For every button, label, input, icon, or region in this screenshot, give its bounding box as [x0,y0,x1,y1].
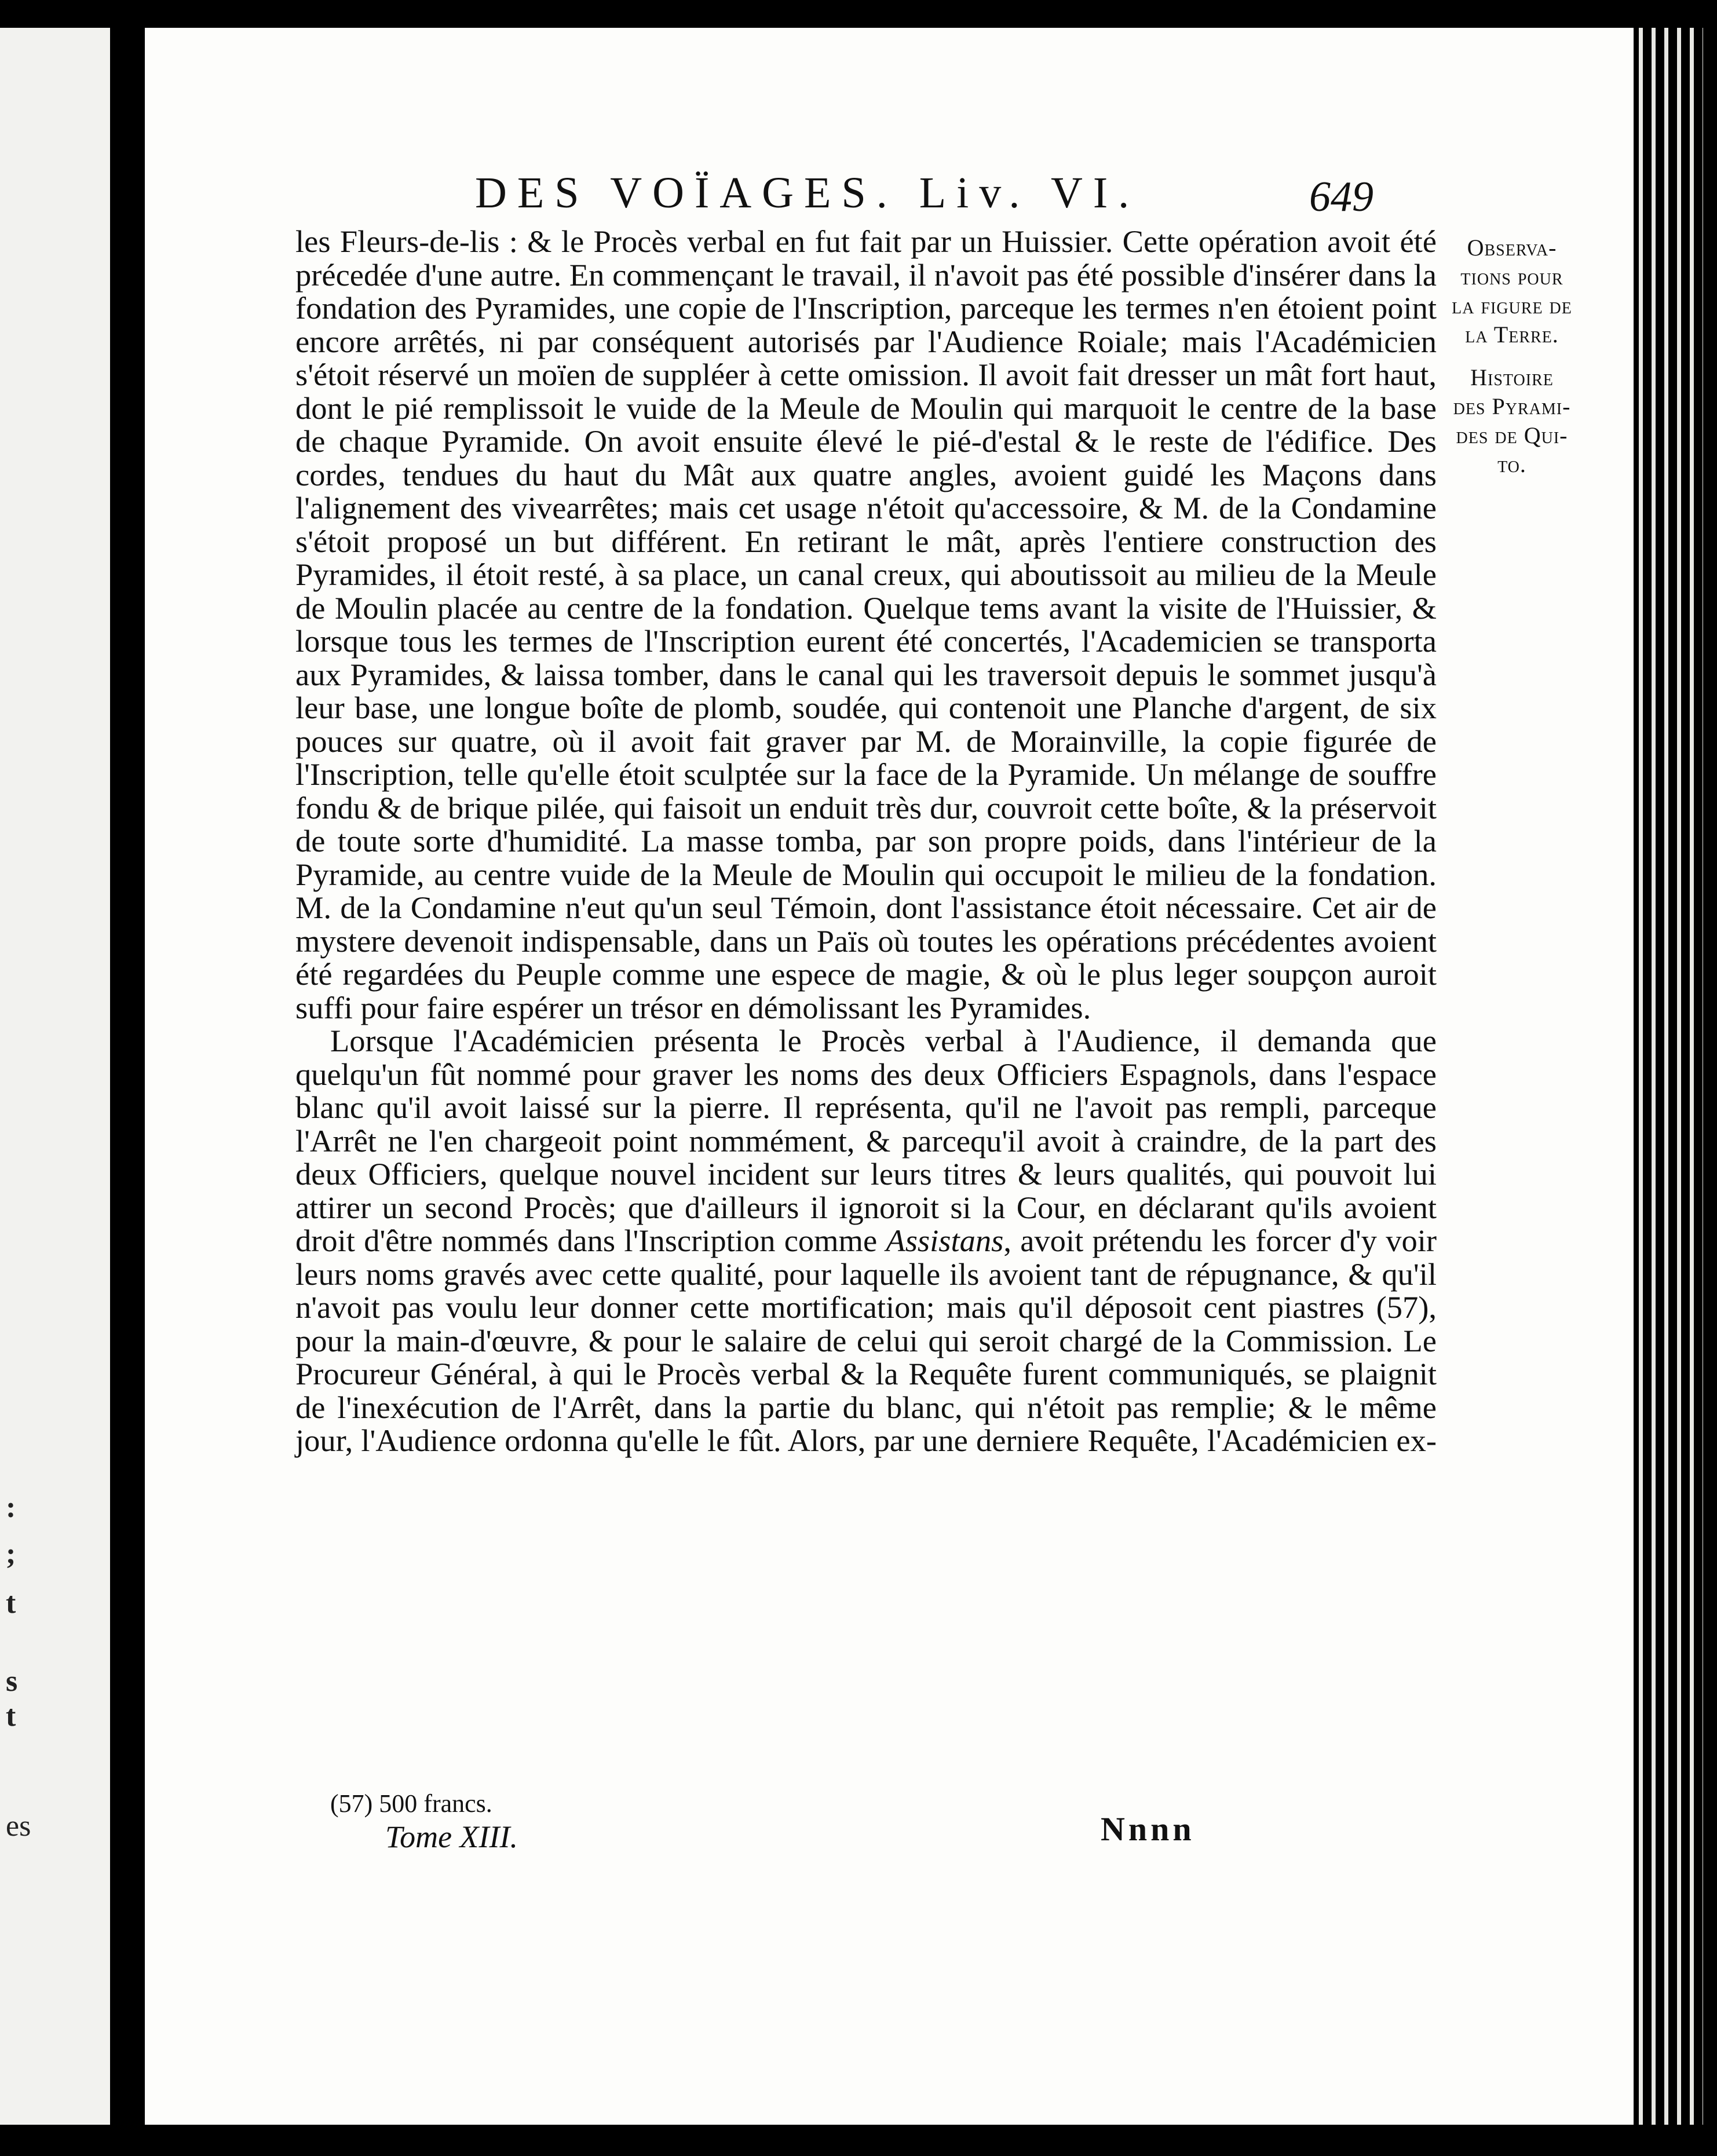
volume-label: Tome XIII. [385,1819,518,1854]
page-header [145,155,1634,219]
page-footer [145,1789,1634,1870]
side-note-line: des de Qui- [1456,422,1568,448]
paragraph-text: Lorsque l'Académicien présenta le Procès verbal à l'Audience, il demanda que quelqu'un fût nommé pour graver les noms des deux Officiers Espagnols, dans l'espace blanc qu'il avoit laissé sur la pierre. Il représenta, qu'il ne l'avoit pas rempli, parceque l'Arrêt ne l'en chargeoit point nommément, & parcequ'il avoit à craindre, de la part des deux Officiers, quelque nouvel incident sur leurs titres & leurs qualités, qui pouvoit lui attirer un second Procès; que d'ailleurs il ignoroit si la Cour, en déclarant qu'ils avoient droit d'être nommés dans l'Inscription comme [295,1023,1437,1258]
paragraph-text: , avoit prétendu les forcer d'y voir leurs noms gravés avec cette qualité, pour laquelle ils avoient tant de répugnance, & qu'il n'avoit pas voulu leur donner cette mortification; mais qu'il déposoit cent piastres (57), pour la main-d'œuvre, & pour le salaire de celui qui seroit chargé de la Commission. Le Procureur Général, à qui le Procès verbal & la Requête furent communiqués, se plaignit de l'inexécution de l'Arrêt, dans la partie du blanc, qui n'étoit pas remplie; & le même jour, l'Audience ordonna qu'elle le fût. Alors, par une derniere Requête, l'Académicien ex- [295,1223,1437,1458]
facing-page-edge [0,28,110,2125]
paragraph: les Fleurs-de-lis : & le Procès verbal en fut fait par un Huissier. Cette opération avoit été précedée d'une autre. En commençant le travail, il n'avoit pas été possible d'insérer dans la fondation des Pyramides, une copie de l'Inscription, parceque les termes n'en étoient point encore arrêtés, ni par conséquent autorisés par l'Audience Roiale; mais l'Académicien s'étoit réservé un moïen de suppléer à cette omission. Il avoit fait dresser un mât fort haut, dont le pié remplissoit le vuide de la Meule de Moulin qui marquoit le centre de la base de chaque Pyramide. On avoit ensuite élevé le pié-d'estal & le reste de l'édifice. Des cordes, tendues du haut du Mât aux quatre angles, avoient guidé les Maçons dans l'alignement des vivearrêtes; mais cet usage n'étoit qu'accessoire, & M. de la Condamine s'étoit proposé un but différent. En retirant le mât, après l'entiere construction des Pyramides, il étoit resté, à sa place, un canal creux, qui aboutissoit au milieu de la Meule de Moulin placée au centre de la fondation. Quelque tems avant la visite de l'Huissier, & lorsque tous les termes de l'Inscription eurent été concertés, l'Academicien se transporta aux Pyramides, & laissa tomber, dans le canal qui les traversoit depuis le sommet jusqu'à leur base, une longue boîte de plomb, soudée, qui contenoit une Planche d'argent, de six pouces sur quatre, où il avoit fait graver par M. de Morainville, la copie figurée de l'Inscription, telle qu'elle étoit sculptée sur la face de la Pyramide. Un mélange de souffre fondu & de brique pilée, qui faisoit un enduit très dur, couvroit cette boîte, & la préservoit de toute sorte d'humidité. La masse tomba, par son propre poids, dans l'intérieur de la Pyramide, au centre vuide de la Meule de Moulin qui occupoit le milieu de la fondation. M. de la Condamine n'eut qu'un seul Témoin, dont l'assistance étoit nécessaire. Cet air de mystere devenoit indispensable, dans un Païs où toutes les opérations précédentes avoient été regardées du Peuple comme une espece de magie, & où le plus leger soupçon auroit suffi pour faire espérer un trésor en démolissant les Pyramides. [295,224,1437,1025]
side-note-line: des Pyrami- [1453,393,1571,419]
side-note-line: to. [1497,451,1526,477]
book-page [145,28,1634,2125]
italic-word: Assistans [886,1223,1004,1258]
facing-page-fragment: t [6,1700,16,1733]
side-note-line: Histoire [1470,364,1554,390]
page-edge-stack [1634,28,1703,2125]
paragraph [295,1024,1437,1457]
facing-page-fragment: s [6,1665,18,1698]
side-notes [1442,233,1581,479]
side-note-line: tions pour [1460,264,1563,290]
facing-page-fragment: t [6,1587,16,1620]
side-note-line: la figure de [1452,293,1572,319]
side-note-line: Observa- [1467,235,1557,261]
page-number: 649 [1309,173,1373,221]
facing-page-fragment: es [6,1810,31,1843]
signature-mark: Nnnn [1101,1810,1195,1848]
footnote: (57) 500 francs. [330,1789,492,1818]
side-note-line: la Terre. [1465,321,1559,348]
running-title: DES VOÏAGES. Liv. VI. [475,169,1140,217]
facing-page-fragment: ; [6,1537,16,1570]
body-text [295,225,1437,1457]
facing-page-fragment: : [6,1491,16,1524]
